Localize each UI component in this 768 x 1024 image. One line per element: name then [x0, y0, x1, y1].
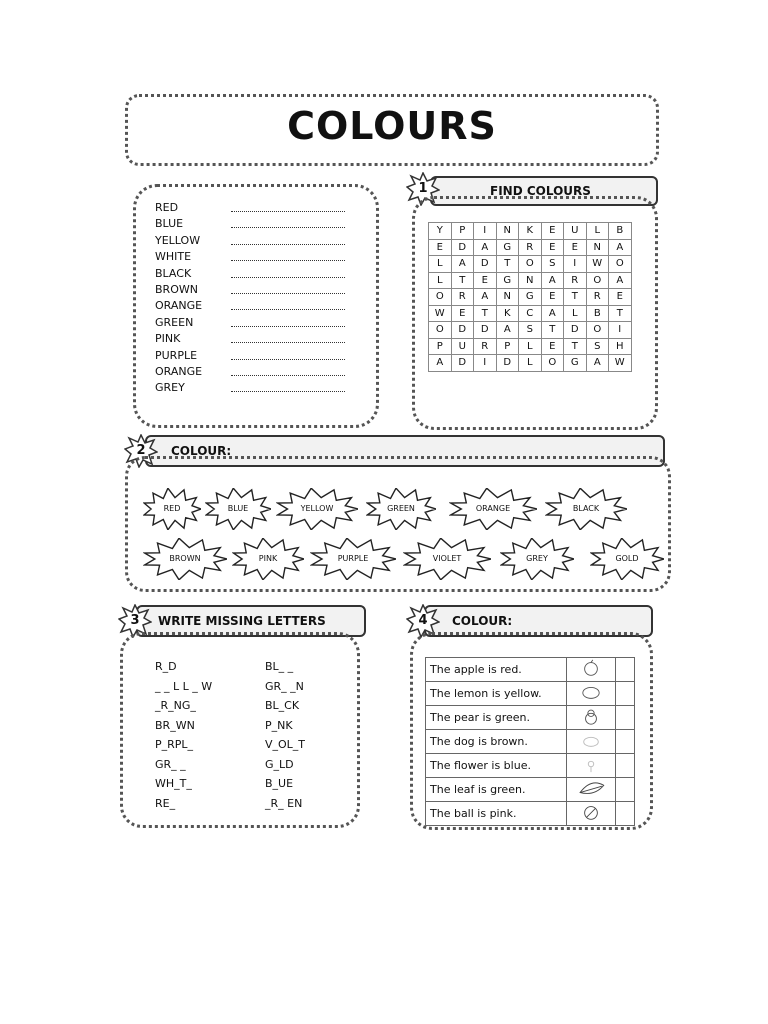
word-list-item: [155, 201, 355, 217]
word-search-cell[interactable]: B: [586, 305, 609, 322]
word-search-cell[interactable]: W: [609, 355, 632, 372]
section-1-title: FIND COLOURS: [490, 184, 591, 198]
answer-line[interactable]: [231, 375, 345, 376]
word-search-row: [429, 355, 632, 372]
missing-letters-word[interactable]: _R_NG_: [155, 699, 196, 712]
word-list-item: [155, 349, 355, 365]
answer-line[interactable]: [231, 359, 345, 360]
word-search-cell[interactable]: I: [609, 322, 632, 339]
word-list-item: [155, 316, 355, 332]
section-3-title: WRITE MISSING LETTERS: [158, 614, 326, 628]
word-search-cell[interactable]: A: [451, 256, 474, 273]
word-search-cell[interactable]: A: [541, 305, 564, 322]
word-search-cell[interactable]: E: [541, 338, 564, 355]
word-search-cell[interactable]: A: [541, 272, 564, 289]
pear-icon[interactable]: [567, 706, 615, 726]
word-search-cell[interactable]: E: [609, 289, 632, 306]
word-search-cell[interactable]: A: [474, 289, 497, 306]
word-search-cell[interactable]: A: [474, 239, 497, 256]
word-search-cell[interactable]: L: [519, 355, 542, 372]
word-search-cell[interactable]: L: [429, 272, 452, 289]
word-search-cell[interactable]: R: [519, 239, 542, 256]
sentence-picture-cell[interactable]: [567, 730, 616, 754]
word-search-cell[interactable]: N: [519, 272, 542, 289]
star-label: BLACK: [572, 504, 600, 513]
word-search-cell[interactable]: P: [429, 338, 452, 355]
word-search-cell[interactable]: D: [496, 355, 519, 372]
answer-line[interactable]: [231, 342, 345, 343]
word-search-cell[interactable]: P: [451, 223, 474, 240]
word-search-cell[interactable]: E: [451, 305, 474, 322]
word-list-label: PINK: [155, 332, 181, 346]
missing-letters-word[interactable]: P_NK: [265, 718, 293, 732]
word-list-label: WHITE: [155, 250, 192, 264]
word-search-cell[interactable]: K: [496, 305, 519, 322]
word-search-row: [429, 289, 632, 306]
sentence-picture-cell[interactable]: [567, 658, 616, 682]
word-search-cell[interactable]: T: [564, 289, 587, 306]
section-1-number: 1: [418, 181, 428, 196]
sentence-extra-cell: [616, 658, 635, 682]
leaf-icon[interactable]: [567, 778, 615, 798]
missing-letters-word[interactable]: G_LD: [265, 757, 294, 771]
sentence-picture-cell[interactable]: [567, 706, 616, 730]
missing-letters-word[interactable]: WH_T_: [155, 777, 192, 790]
dog-icon[interactable]: [567, 730, 615, 750]
word-search-cell[interactable]: O: [586, 272, 609, 289]
word-list-item: [155, 332, 355, 348]
word-list-label: BLACK: [155, 266, 192, 280]
missing-letters-word[interactable]: BR_WN: [155, 718, 195, 732]
answer-line[interactable]: [231, 391, 345, 392]
sentence-row: [426, 682, 635, 706]
sentence-extra-cell: [616, 682, 635, 706]
sentences-table: [425, 657, 635, 826]
word-search-cell[interactable]: R: [586, 289, 609, 306]
word-search-cell[interactable]: E: [429, 239, 452, 256]
word-search-cell[interactable]: S: [519, 322, 542, 339]
word-search-row: [429, 338, 632, 355]
word-search-cell[interactable]: R: [474, 338, 497, 355]
missing-letters-word[interactable]: V_OL_T: [265, 738, 306, 751]
word-list-item: [155, 365, 355, 381]
word-search-cell[interactable]: I: [474, 223, 497, 240]
sentence-text: The pear is green.: [426, 706, 567, 730]
word-search-cell[interactable]: O: [586, 322, 609, 339]
answer-line[interactable]: [231, 227, 345, 228]
missing-letters-word[interactable]: BL_ _: [265, 660, 294, 673]
sentence-row: [426, 778, 635, 802]
missing-letters-word[interactable]: B_UE: [265, 777, 294, 790]
sentence-extra-cell: [616, 754, 635, 778]
word-list-label: PURPLE: [155, 348, 198, 362]
section-3-number: 3: [130, 613, 140, 628]
sentence-text: The dog is brown.: [426, 730, 567, 754]
sentence-extra-cell: [616, 730, 635, 754]
word-search-cell[interactable]: G: [564, 355, 587, 372]
sentence-picture-cell[interactable]: [567, 682, 616, 706]
answer-line[interactable]: [231, 211, 345, 212]
star-label: GREY: [526, 554, 548, 563]
word-search-cell[interactable]: K: [519, 223, 542, 240]
sentence-row: [426, 658, 635, 682]
word-search-row: [429, 223, 632, 240]
missing-letters-word[interactable]: RE_: [155, 796, 176, 810]
sentence-extra-cell: [616, 706, 635, 730]
word-search-cell[interactable]: P: [496, 338, 519, 355]
word-search-cell[interactable]: W: [429, 305, 452, 322]
word-list-label: ORANGE: [155, 365, 203, 378]
word-search-cell[interactable]: A: [609, 272, 632, 289]
word-search-row: [429, 256, 632, 273]
star-label: YELLOW: [300, 504, 334, 513]
word-search-cell[interactable]: D: [451, 322, 474, 339]
star-label: GREEN: [387, 504, 415, 513]
word-search-cell[interactable]: T: [474, 305, 497, 322]
answer-line[interactable]: [231, 309, 345, 310]
word-search-row: [429, 272, 632, 289]
sentence-row: [426, 802, 635, 826]
word-search-cell[interactable]: A: [609, 239, 632, 256]
sentence-extra-cell: [616, 778, 635, 802]
star-label: PURPLE: [337, 554, 369, 563]
word-search-grid: [428, 222, 632, 372]
sentence-row: [426, 754, 635, 778]
word-search-cell[interactable]: T: [541, 322, 564, 339]
word-search-cell[interactable]: H: [609, 338, 632, 355]
word-list-item: [155, 234, 355, 250]
word-search-cell[interactable]: G: [519, 289, 542, 306]
answer-line[interactable]: [231, 326, 345, 327]
sentence-text: The flower is blue.: [426, 754, 567, 778]
answer-line[interactable]: [231, 293, 345, 294]
word-search-cell[interactable]: N: [496, 223, 519, 240]
word-search-cell[interactable]: B: [609, 223, 632, 240]
sentence-picture-cell[interactable]: [567, 778, 616, 802]
word-search-cell[interactable]: E: [474, 272, 497, 289]
missing-letters-word[interactable]: BL_CK: [265, 699, 300, 712]
word-search-cell[interactable]: U: [564, 223, 587, 240]
word-search-cell[interactable]: O: [609, 256, 632, 273]
word-search-cell[interactable]: R: [451, 289, 474, 306]
word-search-cell[interactable]: U: [451, 338, 474, 355]
missing-letters-word[interactable]: GR_ _: [155, 757, 186, 771]
word-search-cell[interactable]: E: [541, 239, 564, 256]
page-title: COLOURS: [287, 104, 497, 148]
word-search-cell[interactable]: O: [519, 256, 542, 273]
star-label: ORANGE: [475, 504, 511, 513]
word-search-cell[interactable]: T: [564, 338, 587, 355]
word-search-cell[interactable]: O: [429, 322, 452, 339]
word-list-label: BROWN: [155, 283, 198, 296]
word-search-cell[interactable]: L: [586, 223, 609, 240]
word-search-cell[interactable]: D: [474, 322, 497, 339]
word-search-cell[interactable]: N: [496, 289, 519, 306]
sentence-picture-cell[interactable]: [567, 754, 616, 778]
word-search-row: [429, 239, 632, 256]
sentence-text: The apple is red.: [426, 658, 567, 682]
word-search-cell[interactable]: D: [451, 355, 474, 372]
section-4-title: COLOUR:: [452, 614, 513, 628]
word-search-cell[interactable]: I: [474, 355, 497, 372]
word-search-cell[interactable]: A: [496, 322, 519, 339]
word-list-label: ORANGE: [155, 299, 203, 313]
sentence-row: [426, 730, 635, 754]
lemon-icon[interactable]: [567, 682, 615, 702]
word-search-cell[interactable]: S: [541, 256, 564, 273]
missing-letters-word[interactable]: GR_ _N: [265, 679, 304, 693]
word-search-cell[interactable]: A: [429, 355, 452, 372]
word-list-label: GREY: [155, 381, 185, 395]
word-search-cell[interactable]: S: [586, 338, 609, 355]
sentence-extra-cell: [616, 802, 635, 826]
word-search-cell[interactable]: E: [564, 239, 587, 256]
star-label: RED: [163, 504, 181, 513]
word-search-cell[interactable]: R: [564, 272, 587, 289]
flower-icon[interactable]: [567, 754, 615, 774]
star-label: BROWN: [169, 554, 201, 563]
word-search-cell[interactable]: Y: [429, 223, 452, 240]
word-list-item: [155, 250, 355, 266]
missing-letters-word[interactable]: _R_ EN: [265, 796, 303, 810]
star-label: PINK: [258, 554, 278, 563]
section-2-number: 2: [136, 443, 146, 458]
word-search-cell[interactable]: L: [429, 256, 452, 273]
word-search-cell[interactable]: G: [496, 239, 519, 256]
ball-icon[interactable]: [567, 802, 615, 822]
word-list-item: [155, 299, 355, 315]
word-search-cell[interactable]: W: [586, 256, 609, 273]
missing-letters-word[interactable]: _ _ L L _ W: [155, 679, 213, 693]
sentence-text: The ball is pink.: [426, 802, 567, 826]
word-list-item: [155, 217, 355, 233]
word-list-label: BLUE: [155, 217, 184, 231]
word-search-cell[interactable]: T: [609, 305, 632, 322]
word-search-cell[interactable]: G: [496, 272, 519, 289]
star-label: VIOLET: [432, 554, 462, 563]
section-2-title: COLOUR:: [171, 444, 232, 458]
answer-line[interactable]: [231, 244, 345, 245]
word-search-cell[interactable]: L: [519, 338, 542, 355]
missing-letters-word[interactable]: P_RPL_: [155, 738, 194, 751]
word-search-row: [429, 322, 632, 339]
apple-icon[interactable]: [567, 658, 615, 678]
word-search-cell[interactable]: T: [451, 272, 474, 289]
word-search-cell[interactable]: E: [541, 223, 564, 240]
word-search-cell[interactable]: T: [496, 256, 519, 273]
word-list-item: [155, 283, 355, 299]
word-search-cell[interactable]: D: [564, 322, 587, 339]
word-list-item: [155, 381, 355, 397]
word-search-cell[interactable]: O: [429, 289, 452, 306]
section-4-number: 4: [418, 613, 428, 628]
missing-letters-word[interactable]: R_D: [155, 660, 177, 673]
sentence-text: The lemon is yellow.: [426, 682, 567, 706]
word-search-row: [429, 305, 632, 322]
word-search-cell[interactable]: A: [586, 355, 609, 372]
word-list-label: RED: [155, 201, 179, 214]
star-label: BLUE: [227, 504, 249, 513]
sentence-picture-cell[interactable]: [567, 802, 616, 826]
answer-line[interactable]: [231, 277, 345, 278]
word-list-label: GREEN: [155, 315, 194, 329]
word-search-cell[interactable]: I: [564, 256, 587, 273]
word-list-item: [155, 267, 355, 283]
word-search-cell[interactable]: D: [474, 256, 497, 273]
word-search-cell[interactable]: L: [564, 305, 587, 322]
sentence-text: The leaf is green.: [426, 778, 567, 802]
answer-line[interactable]: [231, 260, 345, 261]
word-search-cell[interactable]: N: [586, 239, 609, 256]
word-search-cell[interactable]: D: [451, 239, 474, 256]
word-list-label: YELLOW: [155, 233, 201, 247]
star-label: GOLD: [615, 554, 639, 563]
word-search-cell[interactable]: C: [519, 305, 542, 322]
word-search-cell[interactable]: E: [541, 289, 564, 306]
sentence-row: [426, 706, 635, 730]
word-search-cell[interactable]: O: [541, 355, 564, 372]
